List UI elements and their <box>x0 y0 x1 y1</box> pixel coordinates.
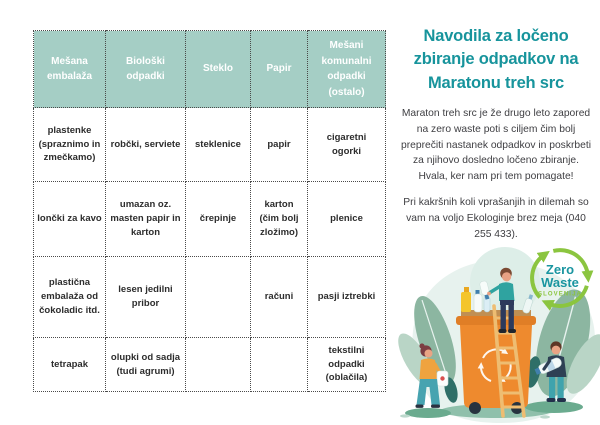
table-cell: cigaretni ogorki <box>308 108 386 182</box>
intro-paragraph: Maraton treh src je že drugo leto zapored na zero waste poti s ciljem čim bolj preprečiti nastanek odpadkov in poskrbeti za njihovo dosledno ločeno zbiranje. Hvala, ker nam pri tem pomagate! <box>400 108 592 182</box>
column-header: Mešana embalaža <box>34 31 106 108</box>
table-cell: črepinje <box>186 182 251 257</box>
table-row <box>34 182 386 257</box>
table-cell <box>251 338 308 392</box>
zero-waste-illustration <box>393 240 600 425</box>
table-cell: lončki za kavo <box>34 182 106 257</box>
table-header-row <box>34 31 386 108</box>
table-cell: tetrapak <box>34 338 106 392</box>
table-row <box>34 257 386 338</box>
table-row <box>34 108 386 182</box>
table-cell: papir <box>251 108 308 182</box>
table-cell: karton (čim bolj zložimo) <box>251 182 308 257</box>
logo-text-zero: Zero <box>545 262 575 277</box>
column-header: Papir <box>251 31 308 108</box>
table-cell: računi <box>251 257 308 338</box>
table-row <box>34 338 386 392</box>
table-cell: pasji iztrebki <box>308 257 386 338</box>
table-cell: umazan oz. masten papir in karton <box>106 182 186 257</box>
table-cell: plastenke (spraznimo in zmečkamo) <box>34 108 106 182</box>
column-header: Mešani komunalni odpadki (ostalo) <box>308 31 386 108</box>
table-cell <box>186 338 251 392</box>
table-cell: plenice <box>308 182 386 257</box>
table-cell <box>186 257 251 338</box>
column-header: Biološki odpadki <box>106 31 186 108</box>
table-cell: plastična embalaža od čokoladic itd. <box>34 257 106 338</box>
page-title: Navodila za ločeno zbiranje odpadkov na Maratonu treh src <box>413 27 579 92</box>
table-cell: olupki od sadja (tudi agrumi) <box>106 338 186 392</box>
table-cell: lesen jedilni pribor <box>106 257 186 338</box>
logo-text-waste: Waste <box>541 275 579 290</box>
logo-text-slovenija: SLOVENIJA <box>538 291 582 298</box>
waste-sorting-table <box>33 30 386 392</box>
info-panel <box>393 0 599 240</box>
table-cell: robčki, serviete <box>106 108 186 182</box>
column-header: Steklo <box>186 31 251 108</box>
contact-paragraph: Pri kakršnih koli vprašanjih in dilemah so vam na voljo Ekologinje brez meja (040 255 433). <box>403 197 589 240</box>
table-cell: tekstilni odpadki (oblačila) <box>308 338 386 392</box>
table-cell: steklenice <box>186 108 251 182</box>
